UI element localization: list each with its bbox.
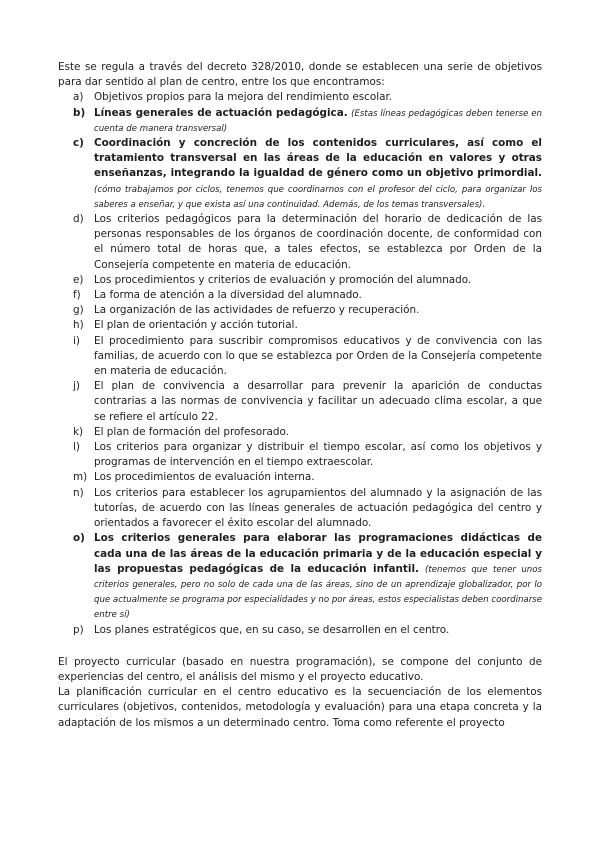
list-marker: n) (73, 486, 84, 499)
list-marker: l) (73, 441, 80, 454)
list-item (58, 531, 542, 622)
list-item (58, 425, 542, 440)
list-marker: m) (73, 471, 88, 484)
list-item (58, 273, 542, 288)
list-item (58, 318, 542, 333)
list-item-text: La organización de las actividades de refuerzo y recuperación. (94, 304, 420, 317)
list-marker: k) (73, 425, 84, 438)
list-item-text: El plan de formación del profesorado. (94, 425, 289, 438)
list-item-text: Los procedimientos y criterios de evaluación y promoción del alumnado. (94, 273, 472, 286)
list-item-text: Los planes estratégicos que, en su caso, se desarrollen en el centro. (94, 623, 450, 636)
list-marker: b) (73, 106, 86, 119)
list-item-text: Los criterios pedagógicos para la determinación del horario de dedicación de las personas responsables de los órganos de coordinación docente, de conformidad con el número total de horas que, a tales efectos, se establezca por Orden de la Consejería competente en materia de educación. (94, 213, 542, 271)
body-paragraph: La planificación curricular en el centro educativo es la secuenciación de los elementos curriculares (objetivos, contenidos, metodología y evaluación) para una etapa concreta y la adaptación de los mismos a un determinado centro. Toma como referente el proyecto (58, 686, 542, 729)
list-item-text: El plan de orientación y acción tutorial. (94, 319, 298, 332)
list-marker: c) (73, 137, 84, 150)
list-item-text: Objetivos propios para la mejora del rendimiento escolar. (94, 91, 393, 104)
list-marker: e) (73, 273, 84, 286)
list-item (58, 303, 542, 318)
list-item (58, 470, 542, 485)
curricular-project-section (58, 655, 542, 731)
list-item-text: La forma de atención a la diversidad del alumnado. (94, 289, 362, 302)
list-marker: d) (73, 213, 84, 226)
document-body (58, 60, 542, 731)
list-marker: j) (73, 380, 80, 393)
list-item (58, 486, 542, 532)
list-item-text: Líneas generales de actuación pedagógica. (94, 106, 348, 119)
list-item-note: (Estas líneas pedagógicas deben tenerse en cuenta de manera transversal) (94, 108, 542, 134)
list-item (58, 379, 542, 425)
list-item-text: Los criterios para organizar y distribuir el tiempo escolar, así como los objetivos y programas de intervención en el tiempo extraescolar. (94, 441, 542, 469)
list-marker: h) (73, 319, 84, 332)
list-item-note: (cómo trabajamos por ciclos, tenemos que coordinarnos con el profesor del ciclo, para organizar los saberes a enseñar, y que exista así una continuidad. Además, de los temas transversales). (94, 184, 542, 210)
list-marker: o) (73, 532, 85, 545)
list-item-text: Los criterios para establecer los agrupamientos del alumnado y la asignación de las tutorías, de acuerdo con las líneas generales de actuación pedagógica del centro y orientados a favorecer el éxito escolar del alumnado. (94, 486, 542, 530)
list-item-text: Los criterios generales para elaborar las programaciones didácticas de cada una de las áreas de la educación primaria y de la educación especial y las propuestas pedagógicas de la educación infantil. (94, 532, 542, 575)
list-marker: f) (73, 289, 81, 302)
list-item (58, 288, 542, 303)
list-item-text: El procedimiento para suscribir compromisos educativos y de convivencia con las familias, de acuerdo con lo que se establezca por Orden de la Consejería competente en materia de educación. (94, 334, 542, 378)
list-marker: g) (73, 304, 84, 317)
body-paragraph: El proyecto curricular (basado en nuestra programación), se compone del conjunto de experiencias del centro, el análisis del mismo y el proyecto educativo. (58, 655, 542, 683)
list-item (58, 106, 542, 136)
list-item (58, 212, 542, 273)
list-item (58, 440, 542, 470)
list-item-text: Los procedimientos de evaluación interna. (94, 471, 315, 484)
list-item (58, 136, 542, 212)
list-item-text: El plan de convivencia a desarrollar para prevenir la aparición de conductas contrarias a las normas de convivencia y facilitar un adecuado clima escolar, a que se refiere el artículo 22. (94, 380, 542, 423)
intro-paragraph: Este se regula a través del decreto 328/2010, donde se establecen una serie de objetivos para dar sentido al plan de centro, entre los que encontramos: (58, 61, 542, 89)
list-item (58, 334, 542, 380)
list-item-text: Coordinación y concreción de los contenidos curriculares, así como el tratamiento transversal en las áreas de la educación en valores y otras enseñanzas, integrando la igualdad de género como un objetivo primordial. (94, 137, 542, 180)
list-marker: i) (73, 334, 80, 347)
list-marker: p) (73, 623, 84, 636)
list-marker: a) (73, 91, 84, 104)
objectives-list (58, 90, 542, 637)
list-item (58, 90, 542, 105)
list-item (58, 623, 542, 638)
list-item-note: (tenemos que tener unos criterios generales, pero no solo de cada una de las áreas, sino de un aprendizaje globalizador, por lo que actualmente se programa por especialidades y no por áreas, estos especialistas deben coordinarse entre sí) (94, 564, 542, 621)
